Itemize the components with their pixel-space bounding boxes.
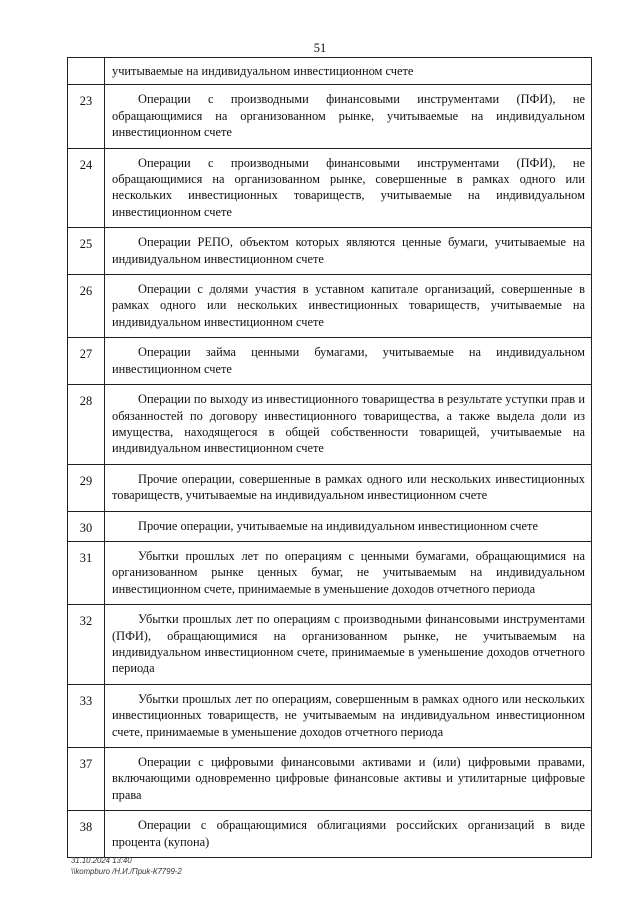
operation-code: 29 (68, 464, 105, 511)
table-body (68, 58, 592, 858)
operation-description: Убытки прошлых лет по операциям с ценными бумагами, обращающимися на организованном рынке ценных бумаг, не учитываемым на индивидуальном инвестиционном счете, принимаемые в уменьшение доходов отчетного периода (105, 541, 592, 604)
operation-description: Операции с производными финансовыми инструментами (ПФИ), не обращающимися на организованном рынке, совершенные в рамках одного или нескольких инвестиционных товариществ, учитываемые на индивидуальном инвестиционном счете (105, 148, 592, 228)
operation-code: 31 (68, 541, 105, 604)
operation-description: Операции с производными финансовыми инструментами (ПФИ), не обращающимися на организованном рынке, учитываемые на индивидуальном инвестиционном счете (105, 85, 592, 148)
page-number: 51 (313, 41, 327, 55)
operation-code: 38 (68, 811, 105, 858)
continuation-text: учитываемые на индивидуальном инвестиционном счете (105, 58, 592, 85)
code-cell-empty (68, 58, 105, 85)
operation-code: 30 (68, 511, 105, 541)
operation-code: 32 (68, 605, 105, 685)
operation-code: 27 (68, 338, 105, 385)
table-row (68, 385, 592, 465)
operation-code: 28 (68, 385, 105, 465)
table-row (68, 605, 592, 685)
operation-code: 24 (68, 148, 105, 228)
operation-description: Прочие операции, совершенные в рамках одного или нескольких инвестиционных товариществ, учитываемые на индивидуальном инвестиционном счете (105, 464, 592, 511)
operation-description: Убытки прошлых лет по операциям, совершенным в рамках одного или нескольких инвестиционных товариществ, не учитываемым на индивидуальном инвестиционном счете, принимаемые в уменьшение доходов отчетного периода (105, 684, 592, 747)
table-row (68, 85, 592, 148)
footer-timestamp: 31.10.2024 13:40 (71, 856, 132, 865)
operation-description: Операции с долями участия в уставном капитале организаций, совершенные в рамках одного или нескольких инвестиционных товариществ, учитываемые на индивидуальном инвестиционном счете (105, 275, 592, 338)
operation-code: 25 (68, 228, 105, 275)
table-row (68, 748, 592, 811)
table-row-continuation (68, 58, 592, 85)
operation-code: 23 (68, 85, 105, 148)
table-row (68, 228, 592, 275)
table-row (68, 148, 592, 228)
operation-description: Операции с цифровыми финансовыми активами и (или) цифровыми правами, включающими одновременно цифровые финансовые активы и утилитарные цифровые права (105, 748, 592, 811)
operation-description: Прочие операции, учитываемые на индивидуальном инвестиционном счете (105, 511, 592, 541)
table-row (68, 541, 592, 604)
table-row (68, 684, 592, 747)
operation-description: Операции по выходу из инвестиционного товарищества в результате уступки прав и обязанностей по договору инвестиционного товарищества, а также выдела доли из имущества, находящегося в общей собственности товарищей, учитываемые на индивидуальном инвестиционном счете (105, 385, 592, 465)
table-row (68, 464, 592, 511)
operation-description: Операции с обращающимися облигациями российских организаций в виде процента (купона) (105, 811, 592, 858)
operation-code: 37 (68, 748, 105, 811)
table-row (68, 511, 592, 541)
operation-code: 33 (68, 684, 105, 747)
operation-description: Убытки прошлых лет по операциям с производными финансовыми инструментами (ПФИ), обращающимися на организованном рынке, не учитываемым на индивидуальном инвестиционном счете, принимаемые в уменьшение доходов отчетного периода (105, 605, 592, 685)
operation-code: 26 (68, 275, 105, 338)
document-footer (71, 855, 182, 877)
table-row (68, 811, 592, 858)
operation-description: Операции РЕПО, объектом которых являются ценные бумаги, учитываемые на индивидуальном инвестиционном счете (105, 228, 592, 275)
operation-description: Операции займа ценными бумагами, учитываемые на индивидуальном инвестиционном счете (105, 338, 592, 385)
table-row (68, 338, 592, 385)
operation-codes-table (67, 57, 592, 858)
table-row (68, 275, 592, 338)
footer-reference: \\kompburo /Н.И./Приk-К7799-2 (71, 867, 182, 876)
